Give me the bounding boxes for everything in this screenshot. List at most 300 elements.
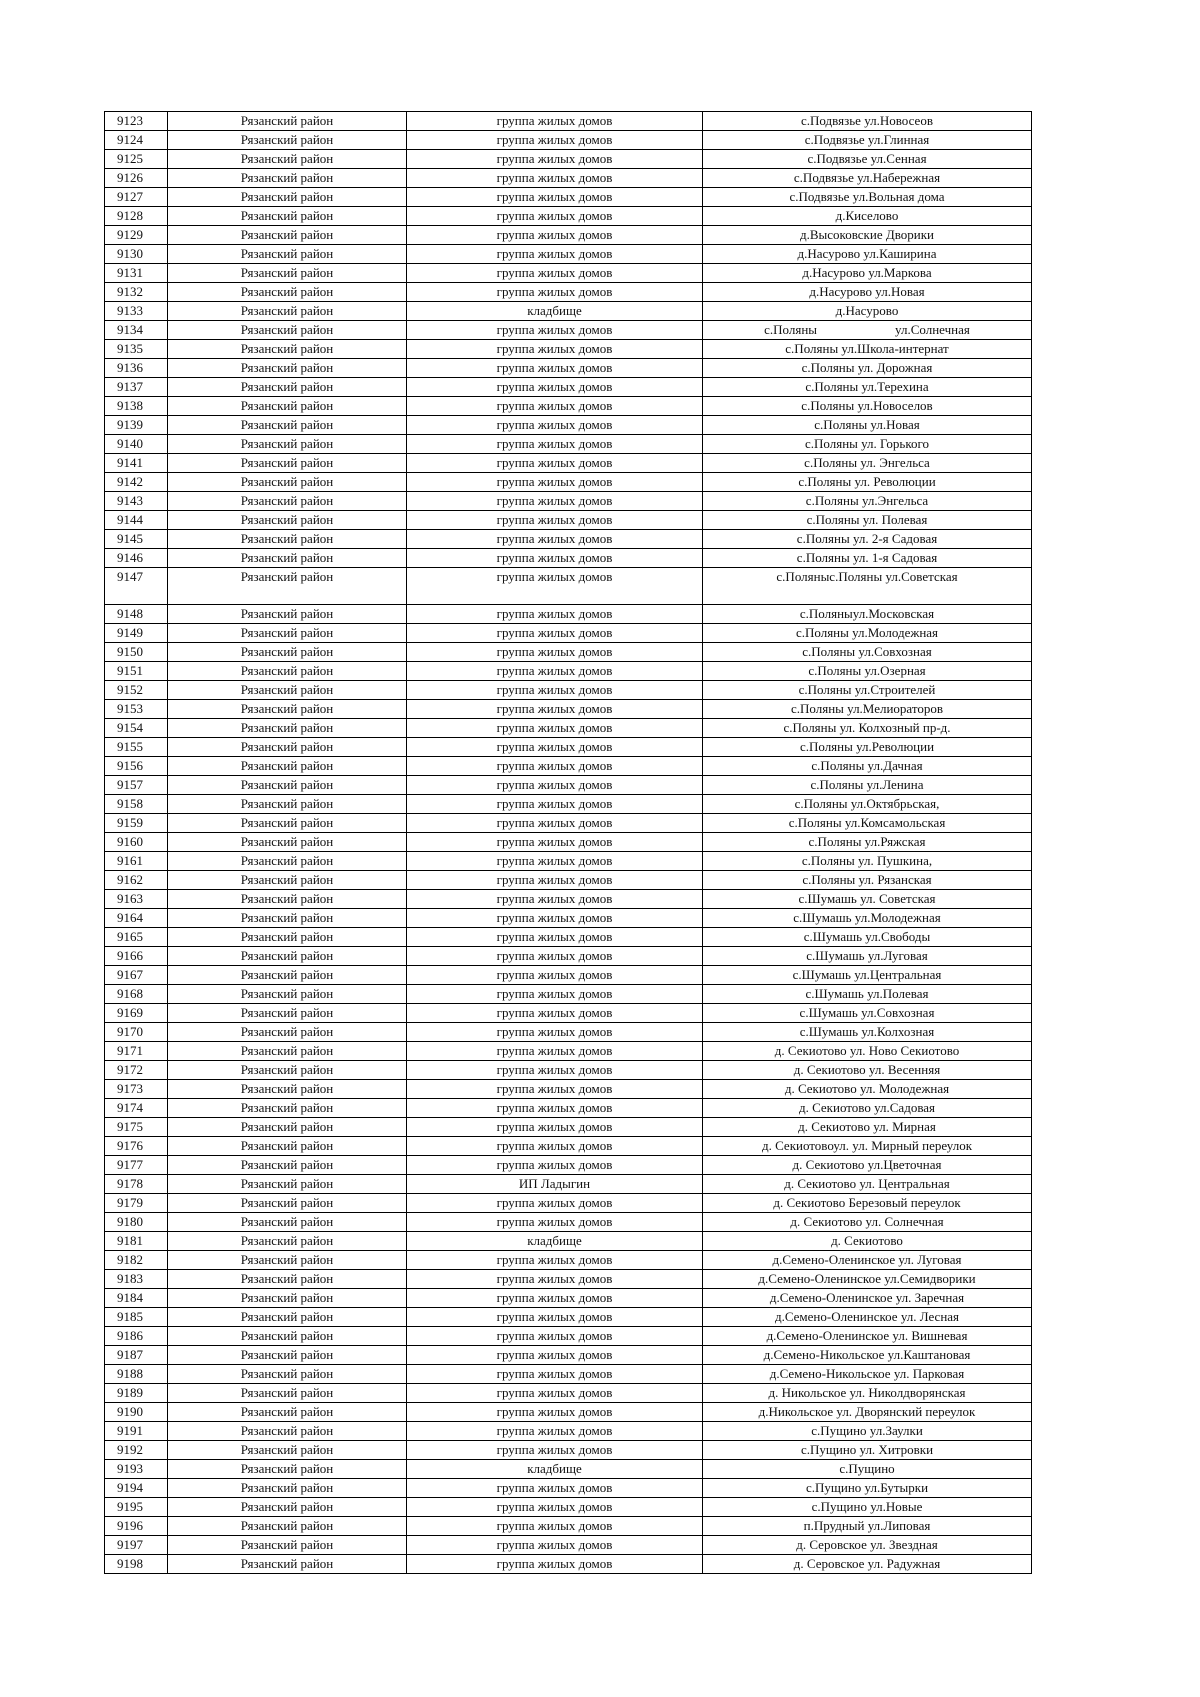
object-type-cell: группа жилых домов	[407, 1156, 703, 1175]
address-cell: с.Шумашь ул.Молодежная	[703, 909, 1032, 928]
object-type-cell: группа жилых домов	[407, 245, 703, 264]
table-row	[105, 966, 1032, 985]
object-type-cell: группа жилых домов	[407, 549, 703, 568]
table-row	[105, 1137, 1032, 1156]
district-cell: Рязанский район	[168, 150, 407, 169]
row-number-cell: 9180	[105, 1213, 168, 1232]
row-number-cell: 9190	[105, 1403, 168, 1422]
object-type-cell: группа жилых домов	[407, 776, 703, 795]
table-row	[105, 169, 1032, 188]
district-cell: Рязанский район	[168, 416, 407, 435]
address-cell: д.Семено-Никольское ул.Каштановая	[703, 1346, 1032, 1365]
row-number-cell: 9142	[105, 473, 168, 492]
row-number-cell: 9155	[105, 738, 168, 757]
row-number-cell: 9156	[105, 757, 168, 776]
table-row	[105, 492, 1032, 511]
object-type-cell: группа жилых домов	[407, 1251, 703, 1270]
address-cell: с.Шумашь ул.Луговая	[703, 947, 1032, 966]
address-cell: с.Поляны ул. 2-я Садовая	[703, 530, 1032, 549]
row-number-cell: 9157	[105, 776, 168, 795]
address-cell: с.Поляны ул.Октябрьская,	[703, 795, 1032, 814]
table-row	[105, 985, 1032, 1004]
object-type-cell: группа жилых домов	[407, 321, 703, 340]
table-row	[105, 1004, 1032, 1023]
object-type-cell: группа жилых домов	[407, 435, 703, 454]
address-cell: с.Пущино ул.Новые	[703, 1498, 1032, 1517]
row-number-cell: 9176	[105, 1137, 168, 1156]
row-number-cell: 9137	[105, 378, 168, 397]
address-cell: с.Поляны ул. Рязанская	[703, 871, 1032, 890]
address-cell: д. Серовское ул. Радужная	[703, 1555, 1032, 1574]
table-row	[105, 1403, 1032, 1422]
address-cell: д. Секиотово ул.Садовая	[703, 1099, 1032, 1118]
row-number-cell: 9175	[105, 1118, 168, 1137]
district-cell: Рязанский район	[168, 302, 407, 321]
table-row	[105, 1175, 1032, 1194]
table-row	[105, 207, 1032, 226]
table-row	[105, 757, 1032, 776]
district-cell: Рязанский район	[168, 530, 407, 549]
district-cell: Рязанский район	[168, 1251, 407, 1270]
table-row	[105, 321, 1032, 340]
table-row	[105, 245, 1032, 264]
district-cell: Рязанский район	[168, 1156, 407, 1175]
object-type-cell: группа жилых домов	[407, 833, 703, 852]
table-row	[105, 871, 1032, 890]
row-number-cell: 9125	[105, 150, 168, 169]
address-cell: с.Поляны ул.Озерная	[703, 662, 1032, 681]
row-number-cell: 9160	[105, 833, 168, 852]
district-cell: Рязанский район	[168, 359, 407, 378]
object-type-cell: группа жилых домов	[407, 605, 703, 624]
object-type-cell: группа жилых домов	[407, 150, 703, 169]
table-row	[105, 947, 1032, 966]
address-cell: с.Пущино ул. Хитровки	[703, 1441, 1032, 1460]
district-cell: Рязанский район	[168, 700, 407, 719]
table-row	[105, 738, 1032, 757]
records-table-body	[105, 112, 1032, 1574]
district-cell: Рязанский район	[168, 169, 407, 188]
object-type-cell: группа жилых домов	[407, 871, 703, 890]
row-number-cell: 9173	[105, 1080, 168, 1099]
object-type-cell: кладбище	[407, 302, 703, 321]
district-cell: Рязанский район	[168, 1441, 407, 1460]
row-number-cell: 9127	[105, 188, 168, 207]
address-cell: с.Шумашь ул.Колхозная	[703, 1023, 1032, 1042]
address-cell: с.Поляны ул.Энгельса	[703, 492, 1032, 511]
row-number-cell: 9186	[105, 1327, 168, 1346]
district-cell: Рязанский район	[168, 1403, 407, 1422]
object-type-cell: группа жилых домов	[407, 359, 703, 378]
row-number-cell: 9144	[105, 511, 168, 530]
object-type-cell: группа жилых домов	[407, 131, 703, 150]
district-cell: Рязанский район	[168, 1080, 407, 1099]
district-cell: Рязанский район	[168, 1498, 407, 1517]
address-cell: с.Поляны ул.Ряжская	[703, 833, 1032, 852]
address-cell: с.Пущино ул.Заулки	[703, 1422, 1032, 1441]
table-row	[105, 226, 1032, 245]
district-cell: Рязанский район	[168, 624, 407, 643]
address-cell: с.Поляны ул.Комсамольская	[703, 814, 1032, 833]
object-type-cell: группа жилых домов	[407, 852, 703, 871]
table-row	[105, 928, 1032, 947]
district-cell: Рязанский район	[168, 549, 407, 568]
table-row	[105, 890, 1032, 909]
object-type-cell: группа жилых домов	[407, 340, 703, 359]
row-number-cell: 9159	[105, 814, 168, 833]
object-type-cell: группа жилых домов	[407, 169, 703, 188]
object-type-cell: группа жилых домов	[407, 909, 703, 928]
table-row	[105, 1099, 1032, 1118]
district-cell: Рязанский район	[168, 1365, 407, 1384]
table-row	[105, 1232, 1032, 1251]
row-number-cell: 9162	[105, 871, 168, 890]
address-cell: с.Поляны ул.Мелиораторов	[703, 700, 1032, 719]
table-row	[105, 1536, 1032, 1555]
object-type-cell: группа жилых домов	[407, 1346, 703, 1365]
address-cell: с.Поляныс.Поляны ул.Советская	[703, 568, 1032, 605]
object-type-cell: кладбище	[407, 1460, 703, 1479]
district-cell: Рязанский район	[168, 1099, 407, 1118]
address-cell: с.Поляны ул.Строителей	[703, 681, 1032, 700]
object-type-cell: группа жилых домов	[407, 530, 703, 549]
object-type-cell: группа жилых домов	[407, 1270, 703, 1289]
table-row	[105, 416, 1032, 435]
district-cell: Рязанский район	[168, 1118, 407, 1137]
row-number-cell: 9198	[105, 1555, 168, 1574]
address-cell: с.Поляныул.Московская	[703, 605, 1032, 624]
row-number-cell: 9133	[105, 302, 168, 321]
table-row	[105, 1498, 1032, 1517]
address-cell: д. Секиотовоул. ул. Мирный переулок	[703, 1137, 1032, 1156]
table-row	[105, 150, 1032, 169]
row-number-cell: 9158	[105, 795, 168, 814]
district-cell: Рязанский район	[168, 1137, 407, 1156]
row-number-cell: 9130	[105, 245, 168, 264]
object-type-cell: группа жилых домов	[407, 1118, 703, 1137]
object-type-cell: группа жилых домов	[407, 1137, 703, 1156]
address-cell: д.Высоковские Дворики	[703, 226, 1032, 245]
row-number-cell: 9185	[105, 1308, 168, 1327]
row-number-cell: 9128	[105, 207, 168, 226]
district-cell: Рязанский район	[168, 1555, 407, 1574]
object-type-cell: группа жилых домов	[407, 112, 703, 131]
row-number-cell: 9163	[105, 890, 168, 909]
address-cell: с.Поляны ул. 1-я Садовая	[703, 549, 1032, 568]
address-cell: д. Секиотово ул. Весенняя	[703, 1061, 1032, 1080]
table-row	[105, 112, 1032, 131]
object-type-cell: группа жилых домов	[407, 378, 703, 397]
district-cell: Рязанский район	[168, 1175, 407, 1194]
object-type-cell: группа жилых домов	[407, 283, 703, 302]
object-type-cell: группа жилых домов	[407, 719, 703, 738]
table-row	[105, 1289, 1032, 1308]
district-cell: Рязанский район	[168, 1194, 407, 1213]
row-number-cell: 9132	[105, 283, 168, 302]
row-number-cell: 9145	[105, 530, 168, 549]
row-number-cell: 9179	[105, 1194, 168, 1213]
address-cell: д.Семено-Оленинское ул. Луговая	[703, 1251, 1032, 1270]
row-number-cell: 9195	[105, 1498, 168, 1517]
district-cell: Рязанский район	[168, 245, 407, 264]
object-type-cell: группа жилых домов	[407, 1194, 703, 1213]
address-cell: с.Пущино	[703, 1460, 1032, 1479]
records-table	[104, 111, 1032, 1574]
district-cell: Рязанский район	[168, 1061, 407, 1080]
object-type-cell: группа жилых домов	[407, 568, 703, 605]
address-cell: д. Секиотово ул. Ново Секиотово	[703, 1042, 1032, 1061]
object-type-cell: группа жилых домов	[407, 207, 703, 226]
row-number-cell: 9123	[105, 112, 168, 131]
object-type-cell: группа жилых домов	[407, 1023, 703, 1042]
address-cell: с.Поляны ул.Ленина	[703, 776, 1032, 795]
row-number-cell: 9141	[105, 454, 168, 473]
address-cell: с.Поляны ул.Терехина	[703, 378, 1032, 397]
table-row	[105, 302, 1032, 321]
address-cell: д.Семено-Оленинское ул. Заречная	[703, 1289, 1032, 1308]
row-number-cell: 9178	[105, 1175, 168, 1194]
row-number-cell: 9174	[105, 1099, 168, 1118]
table-row	[105, 1156, 1032, 1175]
object-type-cell: группа жилых домов	[407, 1403, 703, 1422]
object-type-cell: группа жилых домов	[407, 738, 703, 757]
district-cell: Рязанский район	[168, 852, 407, 871]
district-cell: Рязанский район	[168, 1422, 407, 1441]
object-type-cell: группа жилых домов	[407, 1517, 703, 1536]
object-type-cell: группа жилых домов	[407, 757, 703, 776]
object-type-cell: группа жилых домов	[407, 928, 703, 947]
object-type-cell: группа жилых домов	[407, 1384, 703, 1403]
object-type-cell: группа жилых домов	[407, 1536, 703, 1555]
district-cell: Рязанский район	[168, 435, 407, 454]
district-cell: Рязанский район	[168, 890, 407, 909]
table-row	[105, 776, 1032, 795]
row-number-cell: 9126	[105, 169, 168, 188]
object-type-cell: группа жилых домов	[407, 1479, 703, 1498]
district-cell: Рязанский район	[168, 321, 407, 340]
table-row	[105, 700, 1032, 719]
object-type-cell: группа жилых домов	[407, 473, 703, 492]
district-cell: Рязанский район	[168, 776, 407, 795]
table-row	[105, 1365, 1032, 1384]
address-cell: с.Подвязье ул.Вольная дома	[703, 188, 1032, 207]
district-cell: Рязанский район	[168, 643, 407, 662]
row-number-cell: 9146	[105, 549, 168, 568]
table-row	[105, 719, 1032, 738]
district-cell: Рязанский район	[168, 928, 407, 947]
table-row	[105, 1023, 1032, 1042]
address-cell: с.Шумашь ул.Центральная	[703, 966, 1032, 985]
table-row	[105, 1194, 1032, 1213]
row-number-cell: 9172	[105, 1061, 168, 1080]
address-cell: д.Насурово	[703, 302, 1032, 321]
row-number-cell: 9196	[105, 1517, 168, 1536]
object-type-cell: группа жилых домов	[407, 662, 703, 681]
table-row	[105, 378, 1032, 397]
object-type-cell: группа жилых домов	[407, 985, 703, 1004]
district-cell: Рязанский район	[168, 795, 407, 814]
address-cell: д. Серовское ул. Звездная	[703, 1536, 1032, 1555]
row-number-cell: 9134	[105, 321, 168, 340]
district-cell: Рязанский район	[168, 397, 407, 416]
object-type-cell: группа жилых домов	[407, 1061, 703, 1080]
row-number-cell: 9135	[105, 340, 168, 359]
address-cell: с.Подвязье ул.Глинная	[703, 131, 1032, 150]
address-cell: с.Поляны ул. Колхозный пр-д.	[703, 719, 1032, 738]
table-row	[105, 1346, 1032, 1365]
object-type-cell: группа жилых домов	[407, 511, 703, 530]
row-number-cell: 9143	[105, 492, 168, 511]
row-number-cell: 9187	[105, 1346, 168, 1365]
table-row	[105, 454, 1032, 473]
district-cell: Рязанский район	[168, 1289, 407, 1308]
district-cell: Рязанский район	[168, 1023, 407, 1042]
district-cell: Рязанский район	[168, 1213, 407, 1232]
table-row	[105, 1080, 1032, 1099]
table-row	[105, 283, 1032, 302]
district-cell: Рязанский район	[168, 1232, 407, 1251]
row-number-cell: 9151	[105, 662, 168, 681]
district-cell: Рязанский район	[168, 1346, 407, 1365]
table-row	[105, 511, 1032, 530]
address-street: ул.Солнечная	[895, 322, 970, 337]
district-cell: Рязанский район	[168, 605, 407, 624]
table-row	[105, 1270, 1032, 1289]
row-number-cell: 9171	[105, 1042, 168, 1061]
object-type-cell: группа жилых домов	[407, 1498, 703, 1517]
object-type-cell: группа жилых домов	[407, 264, 703, 283]
table-row	[105, 833, 1032, 852]
object-type-cell: кладбище	[407, 1232, 703, 1251]
district-cell: Рязанский район	[168, 1042, 407, 1061]
address-settlement: с.Поляны	[764, 322, 818, 337]
address-cell: с.Шумашь ул. Советская	[703, 890, 1032, 909]
object-type-cell: группа жилых домов	[407, 1042, 703, 1061]
address-cell: д.Никольское ул. Дворянский переулок	[703, 1403, 1032, 1422]
object-type-cell: группа жилых домов	[407, 795, 703, 814]
district-cell: Рязанский район	[168, 1479, 407, 1498]
table-row	[105, 359, 1032, 378]
address-cell: с.Поляны ул.Молодежная	[703, 624, 1032, 643]
address-cell: д. Секиотово ул. Молодежная	[703, 1080, 1032, 1099]
table-row	[105, 605, 1032, 624]
table-row	[105, 188, 1032, 207]
object-type-cell: группа жилых домов	[407, 624, 703, 643]
row-number-cell: 9182	[105, 1251, 168, 1270]
table-row	[105, 1327, 1032, 1346]
row-number-cell: 9193	[105, 1460, 168, 1479]
row-number-cell: 9181	[105, 1232, 168, 1251]
row-number-cell: 9197	[105, 1536, 168, 1555]
table-row	[105, 643, 1032, 662]
district-cell: Рязанский район	[168, 131, 407, 150]
object-type-cell: группа жилых домов	[407, 1099, 703, 1118]
row-number-cell: 9194	[105, 1479, 168, 1498]
address-cell: с.Шумашь ул.Совхозная	[703, 1004, 1032, 1023]
address-cell: д.Семено-Оленинское ул. Вишневая	[703, 1327, 1032, 1346]
row-number-cell: 9148	[105, 605, 168, 624]
address-cell: д. Секиотово ул. Солнечная	[703, 1213, 1032, 1232]
district-cell: Рязанский район	[168, 1384, 407, 1403]
object-type-cell: группа жилых домов	[407, 1213, 703, 1232]
row-number-cell: 9153	[105, 700, 168, 719]
table-row	[105, 1517, 1032, 1536]
object-type-cell: группа жилых домов	[407, 966, 703, 985]
district-cell: Рязанский район	[168, 966, 407, 985]
address-cell: с.Поляны ул.Новая	[703, 416, 1032, 435]
table-row	[105, 530, 1032, 549]
table-row	[105, 264, 1032, 283]
table-row	[105, 1118, 1032, 1137]
object-type-cell: группа жилых домов	[407, 1289, 703, 1308]
object-type-cell: группа жилых домов	[407, 814, 703, 833]
district-cell: Рязанский район	[168, 681, 407, 700]
row-number-cell: 9168	[105, 985, 168, 1004]
row-number-cell: 9188	[105, 1365, 168, 1384]
district-cell: Рязанский район	[168, 112, 407, 131]
district-cell: Рязанский район	[168, 814, 407, 833]
row-number-cell: 9189	[105, 1384, 168, 1403]
row-number-cell: 9191	[105, 1422, 168, 1441]
district-cell: Рязанский район	[168, 188, 407, 207]
district-cell: Рязанский район	[168, 738, 407, 757]
address-cell: с.Подвязье ул.Новосеов	[703, 112, 1032, 131]
row-number-cell: 9147	[105, 568, 168, 605]
address-cell: с.Поляны ул.Дачная	[703, 757, 1032, 776]
district-cell: Рязанский район	[168, 378, 407, 397]
address-cell: с.Поляны ул. Горького	[703, 435, 1032, 454]
address-cell: с.Поляны ул. Революции	[703, 473, 1032, 492]
address-cell: с.Поляны ул. Дорожная	[703, 359, 1032, 378]
table-row	[105, 1460, 1032, 1479]
object-type-cell: группа жилых домов	[407, 1422, 703, 1441]
row-number-cell: 9129	[105, 226, 168, 245]
object-type-cell: группа жилых домов	[407, 226, 703, 245]
row-number-cell: 9192	[105, 1441, 168, 1460]
row-number-cell: 9154	[105, 719, 168, 738]
address-cell: д. Секиотово ул.Цветочная	[703, 1156, 1032, 1175]
object-type-cell: группа жилых домов	[407, 700, 703, 719]
object-type-cell: группа жилых домов	[407, 454, 703, 473]
address-cell: д.Семено-Оленинское ул.Семидворики	[703, 1270, 1032, 1289]
table-row	[105, 131, 1032, 150]
object-type-cell: группа жилых домов	[407, 1004, 703, 1023]
table-row	[105, 662, 1032, 681]
table-row	[105, 1308, 1032, 1327]
table-row	[105, 1479, 1032, 1498]
object-type-cell: группа жилых домов	[407, 681, 703, 700]
row-number-cell: 9165	[105, 928, 168, 947]
address-cell: д.Насурово ул.Каширина	[703, 245, 1032, 264]
district-cell: Рязанский район	[168, 264, 407, 283]
district-cell: Рязанский район	[168, 871, 407, 890]
address-cell: д.Киселово	[703, 207, 1032, 226]
address-cell: д.Семено-Никольское ул. Парковая	[703, 1365, 1032, 1384]
address-cell: с.Шумашь ул.Полевая	[703, 985, 1032, 1004]
district-cell: Рязанский район	[168, 833, 407, 852]
object-type-cell: группа жилых домов	[407, 397, 703, 416]
address-cell: д. Секиотово Березовый переулок	[703, 1194, 1032, 1213]
row-number-cell: 9139	[105, 416, 168, 435]
table-row	[105, 340, 1032, 359]
row-number-cell: 9136	[105, 359, 168, 378]
district-cell: Рязанский район	[168, 511, 407, 530]
row-number-cell: 9152	[105, 681, 168, 700]
table-row	[105, 397, 1032, 416]
district-cell: Рязанский район	[168, 909, 407, 928]
address-cell: с.Подвязье ул.Сенная	[703, 150, 1032, 169]
object-type-cell: группа жилых домов	[407, 1441, 703, 1460]
